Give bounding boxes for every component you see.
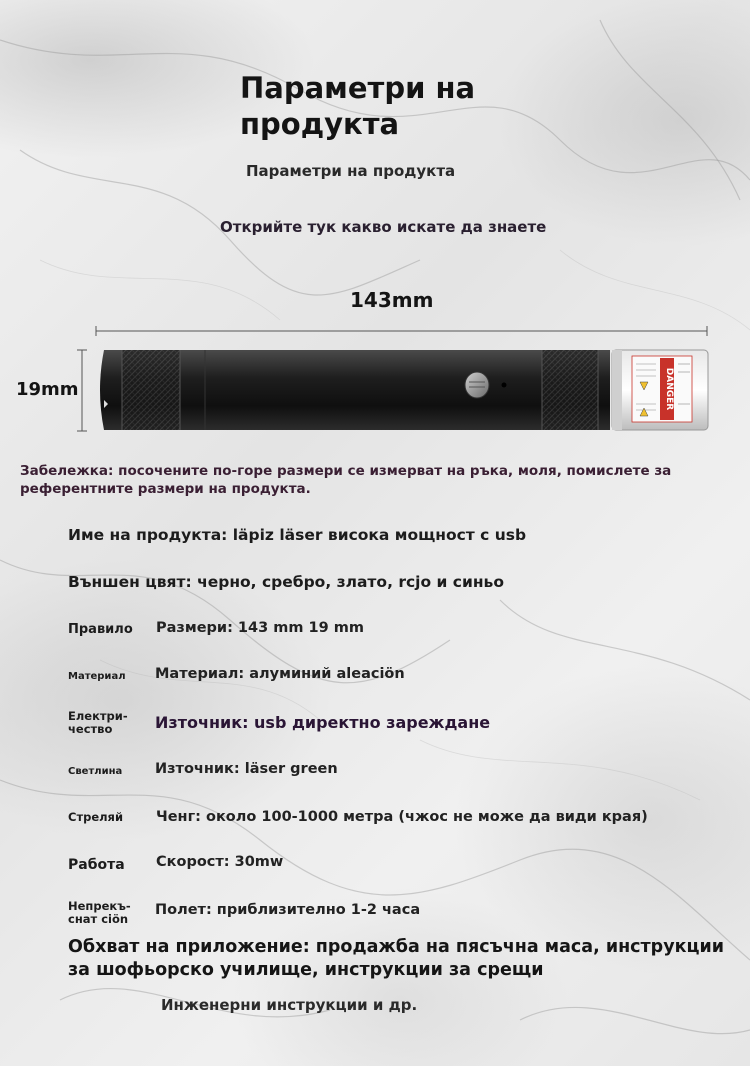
spec-label-material: Материал [68, 671, 126, 682]
spec-value-dimensions: Размери: 143 mm 19 mm [156, 620, 364, 636]
diameter-dimension-line [77, 350, 87, 431]
laser-pointer-illustration [0, 320, 750, 440]
measurement-note: Забележка: посочените по-горе размери се измерват на ръка, моля, помислете за референтните размери на продукта. [20, 463, 672, 497]
length-label: 143mm [350, 288, 434, 312]
laser-body [100, 350, 610, 430]
application-scope: Обхват на приложение: продажба на пясъчна маса, инструкции за шофьорско училище, инструкции за срещи [68, 937, 724, 980]
spec-label-light: Светлина [68, 766, 123, 777]
spec-value-duration: Полет: приблизително 1-2 часа [155, 902, 421, 918]
spec-value-range: Ченг: около 100-1000 метра (чжос не може да види края) [156, 809, 648, 825]
engineering-note: Инженерни инструкции и др. [161, 996, 418, 1014]
spec-value-power: Скорост: 30mw [156, 854, 284, 870]
diameter-label: 19mm [16, 379, 79, 400]
spec-value-power-source: Източник: usb директно зареждане [155, 713, 491, 732]
length-dimension-line [96, 326, 707, 336]
spec-label-work: Работа [68, 857, 125, 873]
spec-label-rule: Правило [68, 622, 133, 637]
section-subtitle: Параметри на продукта [246, 162, 456, 180]
tagline: Открийте тук какво искате да знаете [220, 218, 547, 236]
spec-label-continuous: Непрекъ- снат ciön [68, 899, 131, 926]
spec-value-light-source: Източник: läser green [155, 761, 338, 777]
spec-value-material: Материал: алуминий aleaciön [155, 666, 405, 682]
spec-label-shoot: Стреляй [68, 810, 124, 824]
spec-product-name: Име на продукта: läpiz läser висока мощност с usb [68, 526, 527, 544]
spec-color: Външен цвят: черно, сребро, злато, rcjo и синьо [68, 573, 505, 591]
spec-label-electricity: Електри- чество [68, 709, 128, 736]
page-title: Параметри на продукта [240, 71, 476, 141]
laser-head-cap [612, 350, 708, 430]
danger-label-text: DANGER [664, 367, 674, 411]
